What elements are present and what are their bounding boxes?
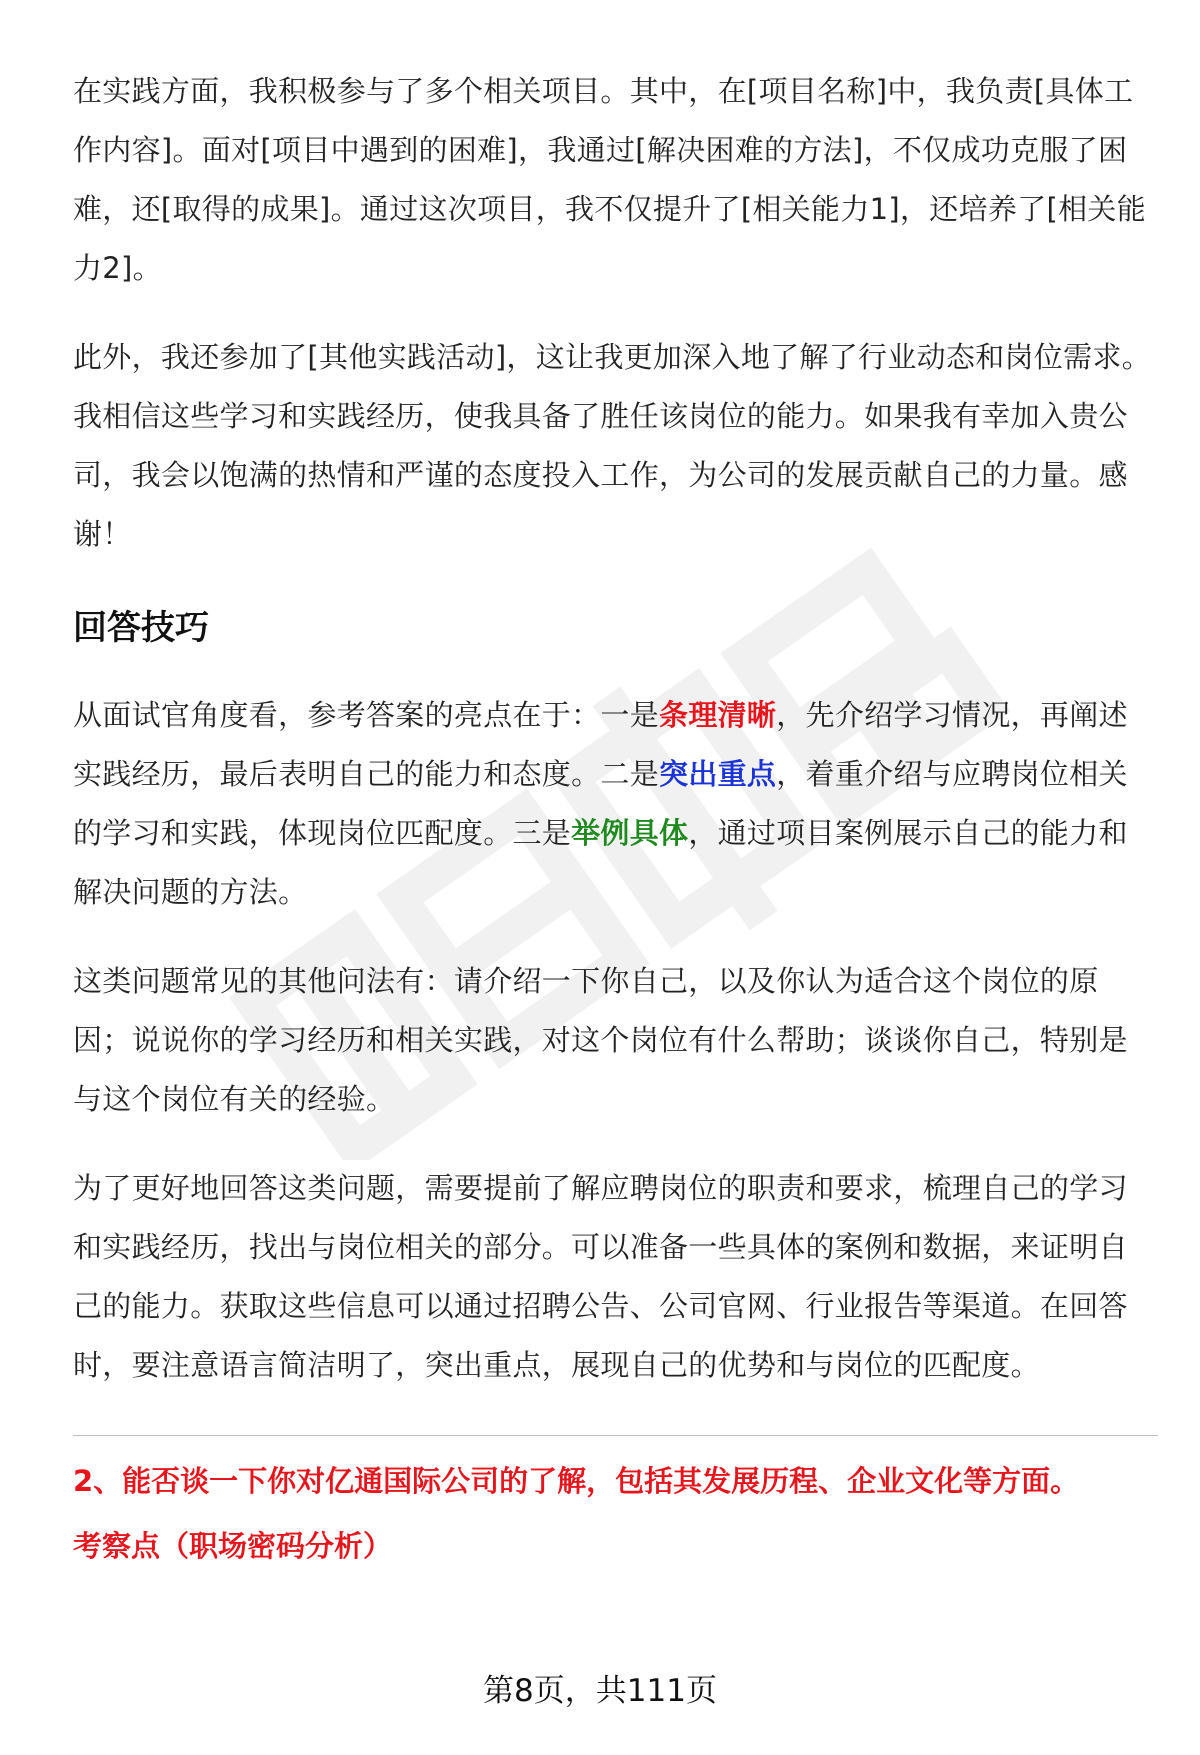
main-content <box>73 62 1153 1576</box>
next-question-subheading: 考察点（职场密码分析） <box>73 1529 393 1563</box>
paragraph-preparation-advice: 为了更好地回答这类问题，需要提前了解应聘岗位的职责和要求，梳理自己的学习和实践经历，找出与岗位相关的部分。可以准备一些具体的案例和数据，来证明自己的能力。获取这些信息可以通过招聘公告、公司官网、行业报告等渠道。在回答时，要注意语言简洁明了，突出重点，展现自己的优势和与岗位的匹配度。 <box>73 1171 1128 1382</box>
tips-text-1: 从面试官角度看，参考答案的亮点在于：一是 <box>73 698 660 732</box>
section-heading: 回答技巧 <box>73 608 209 648</box>
paragraph-other-activities: 此外，我还参加了[其他实践活动]，这让我更加深入地了解了行业动态和岗位需求。我相信这些学习和实践经历，使我具备了胜任该岗位的能力。如果我有幸加入贵公司，我会以饱满的热情和严谨的态度投入工作，为公司的发展贡献自己的力量。感谢！ <box>73 340 1152 551</box>
paragraph-tips-highlights <box>73 686 1153 922</box>
next-question-title: 2、能否谈一下你对亿通国际公司的了解，包括其发展历程、企业文化等方面。 <box>73 1464 1080 1498</box>
highlight-clear-structure: 条理清晰 <box>659 698 777 732</box>
tips-text-2: ，先介绍学习情况，再阐述实践经历，最后表明自己的能力和态度。二是 <box>73 698 1128 791</box>
paragraph-alternative-questions: 这类问题常见的其他问法有：请介绍一下你自己，以及你认为适合这个岗位的原因；说说你的学习经历和相关实践，对这个岗位有什么帮助；谈谈你自己，特别是与这个岗位有关的经验。 <box>73 964 1128 1116</box>
paragraph-practice: 在实践方面，我积极参与了多个相关项目。其中，在[项目名称]中，我负责[具体工作内容]。面对[项目中遇到的困难]，我通过[解决困难的方法]，不仅成功克服了困难，还[取得的成果]。通过这次项目，我不仅提升了[相关能力1]，还培养了[相关能力2]。 <box>73 74 1147 285</box>
highlight-key-points: 突出重点 <box>659 757 777 791</box>
tips-text-3: ，着重介绍与应聘岗位相关的学习和实践，体现岗位匹配度。三是 <box>73 757 1128 850</box>
page-number-footer: 第8页，共111页 <box>483 1673 717 1709</box>
highlight-concrete-examples: 举例具体 <box>571 816 689 850</box>
tips-text-4: ，通过项目案例展示自己的能力和解决问题的方法。 <box>73 816 1128 909</box>
